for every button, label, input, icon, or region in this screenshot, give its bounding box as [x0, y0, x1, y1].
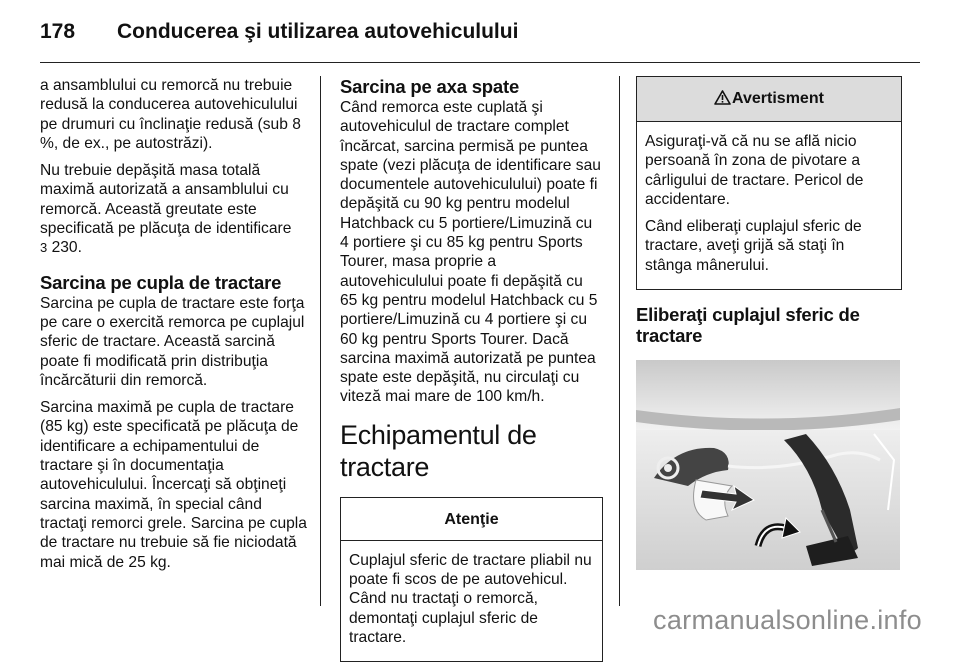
- heading-rear-axle-load: Sarcina pe axa spate: [340, 76, 520, 97]
- column-2: [340, 76, 603, 662]
- page-reference-arrow-icon: 3: [40, 240, 48, 256]
- paragraph-hitch-load-definition: Sarcina pe cupla de tractare este forţa pe care o exercită remorca pe cuplajul sferic de tractare. Această sarcină poate fi modificată prin distribuţia încărcăturii din remorcă.: [40, 294, 305, 389]
- paragraph-trailer-incline: a ansamblului cu remorcă nu trebuie redusă la conducerea autovehiculului pe drumuri cu înclinaţie redusă (sub 8 %, de ex., pe autostrăzi).: [40, 77, 301, 152]
- watermark-url: carmanualsonline.info: [653, 605, 922, 635]
- towbar-release-illustration: [636, 360, 900, 570]
- column-divider-1: [320, 76, 321, 606]
- warning-text-2: Când eliberaţi cuplajul sferic de tractare, aveţi grijă să staţi în stânga mânerului.: [645, 218, 862, 274]
- chapter-title: Conducerea şi utilizarea autovehiculului: [117, 20, 519, 43]
- paragraph-max-mass-text: Nu trebuie depăşită masa totală maximă autorizată a ansamblului cu remorcă. Această greutate este specificată pe plăcuţa de identificare: [40, 162, 292, 238]
- warning-triangle-icon: [714, 90, 731, 111]
- page-header: [40, 14, 920, 48]
- section-heading-towing-equipment: Echipamentul de tractare: [340, 419, 537, 482]
- notice-title: Atenţie: [341, 498, 602, 541]
- warning-body: [637, 122, 901, 289]
- page-reference-link[interactable]: 230.: [51, 239, 82, 257]
- warning-title-bar: [637, 77, 901, 122]
- warning-title: Avertisment: [732, 90, 824, 107]
- header-rule: [40, 62, 920, 63]
- notice-box: [340, 497, 603, 662]
- paragraph-hitch-load-max: Sarcina maximă pe cupla de tractare (85 kg) este specificată pe plăcuţa de identificare a echipamentului de tractare şi în documentaţia autovehiculului. Încercaţi să obţineţi sarcina maximă, în special când tractaţi remorci grele. Sarcina pe cupla de tractare nu trebuie să fie niciodată mai mică de 25 kg.: [40, 399, 307, 571]
- column-1: [40, 76, 308, 580]
- heading-hitch-load: Sarcina pe cupla de tractare: [40, 271, 282, 293]
- paragraph-max-mass: [40, 161, 308, 257]
- heading-release-hitch: Eliberaţi cuplajul sferic de tractare: [636, 304, 860, 347]
- page-number: 178: [40, 20, 76, 43]
- column-3: [636, 76, 902, 570]
- warning-box: [636, 76, 902, 290]
- warning-text-1: Asiguraţi-vă că nu se află nicio persoană în zona de pivotare a cârligului de tractare. Pericol de accidentare.: [645, 133, 864, 208]
- column-divider-2: [619, 76, 620, 606]
- notice-text: Cuplajul sferic de tractare pliabil nu poate fi scos de pe autovehicul. Când nu tractaţi o remorcă, demontaţi cuplajul sferic de tractare.: [349, 551, 592, 646]
- notice-body: [341, 541, 602, 661]
- paragraph-rear-axle-load: Când remorca este cuplată şi autovehiculul de tractare complet încărcat, sarcina permisă pe puntea spate (vezi plăcuţa de identificare sau documentele autovehiculului) poate fi depăşită cu 90 kg pentru modelul Hatchback cu 5 portiere/Limuzină cu 4 portiere şi cu 85 kg pentru Sports Tourer, masa proprie a autovehiculului poate fi depăşită cu 65 kg pentru modelul Hatchback cu 5 portiere/Limuzină cu 4 portiere şi cu 60 kg pentru Sports Tourer. Dacă sarcina maximă autorizată pe puntea spate este depăşită, nu circulaţi cu viteză mai mare de 100 km/h.: [340, 99, 601, 406]
